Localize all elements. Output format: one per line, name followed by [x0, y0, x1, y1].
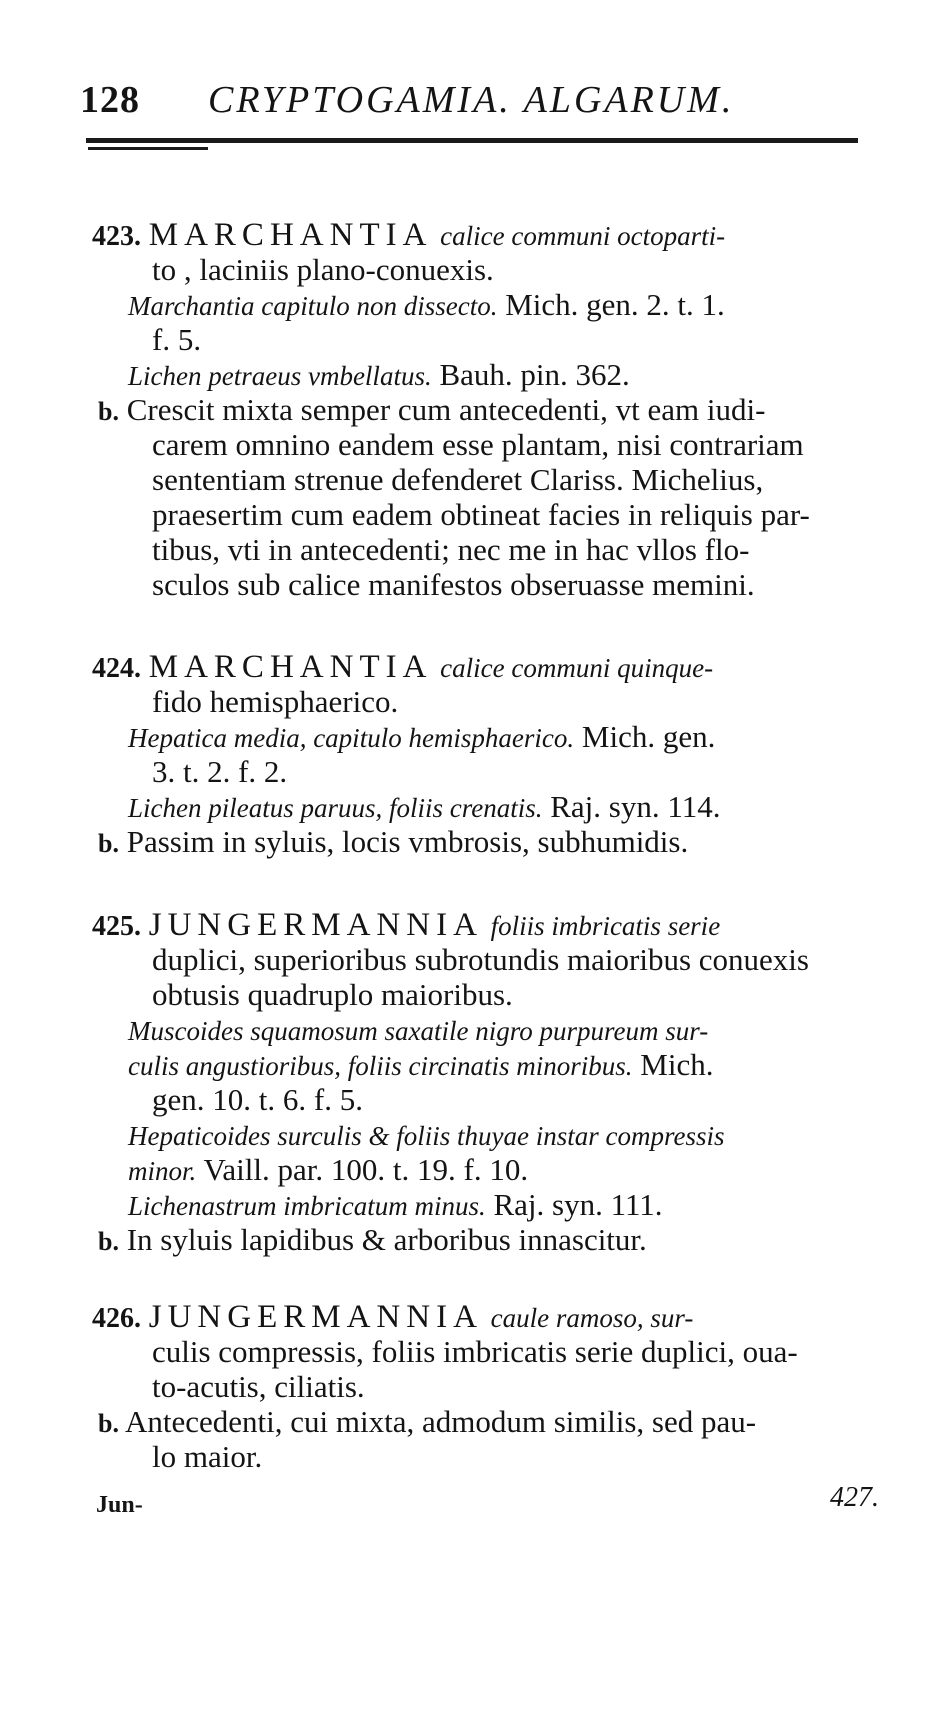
synonym-citation: culis angustioribus, foliis circinatis minoribus.	[128, 1051, 633, 1081]
catchword: Jun-	[96, 1492, 143, 1518]
entry-line	[92, 218, 725, 254]
entry-line	[152, 1335, 798, 1369]
synonym-citation: Muscoides squamosum saxatile nigro purpureum sur-	[128, 1016, 709, 1046]
genus-name: MARCHANTIA	[148, 649, 433, 685]
line-text: In syluis lapidibus & arboribus innascitur.	[126, 1222, 647, 1257]
header-rule	[86, 138, 858, 143]
genus-name: JUNGERMANNIA	[148, 1299, 483, 1335]
entry-line	[128, 358, 630, 393]
line-text: sententiam strenue defenderet Clariss. Michelius,	[152, 462, 764, 497]
line-text: fido hemisphaerico.	[152, 684, 399, 719]
next-entry-number: 427.	[830, 1482, 879, 1513]
entry-number: 423.	[92, 221, 141, 252]
habitat-mark: b.	[98, 397, 119, 426]
habitat-mark: b.	[98, 1409, 119, 1438]
entry-line	[98, 1223, 647, 1259]
line-text: calice communi octoparti-	[440, 221, 726, 251]
habitat-mark: b.	[98, 1227, 119, 1256]
synonym-citation: Marchantia capitulo non dissecto.	[128, 291, 498, 321]
entry-line	[128, 1188, 663, 1223]
genus-name: MARCHANTIA	[148, 217, 433, 253]
entry-line	[152, 755, 287, 789]
entry-line	[128, 288, 725, 323]
entry-number: 424.	[92, 653, 141, 684]
running-title: CRYPTOGAMIA. ALGARUM.	[208, 79, 735, 121]
entry-line	[128, 1048, 713, 1083]
line-text: obtusis quadruplo maioribus.	[152, 977, 513, 1012]
line-text: Passim in syluis, locis vmbrosis, subhumidis.	[126, 824, 689, 859]
entry-line	[152, 1370, 365, 1404]
entry-line	[92, 908, 720, 944]
entry-line	[98, 825, 688, 861]
line-text: Mich. gen.	[581, 719, 716, 754]
entry-line	[152, 428, 804, 462]
entry-line	[128, 720, 715, 755]
synonym-citation: Lichen petraeus vmbellatus.	[128, 361, 432, 391]
line-text: to-acutis, ciliatis.	[152, 1369, 365, 1404]
line-text: Vaill. par. 100. t. 19. f. 10.	[203, 1152, 529, 1187]
line-text: sculos sub calice manifestos obseruasse memini.	[152, 567, 755, 602]
line-text: Antecedenti, cui mixta, admodum similis, sed pau-	[125, 1404, 757, 1439]
synonym-citation: Lichenastrum imbricatum minus.	[128, 1191, 486, 1221]
line-text: foliis imbricatis serie	[490, 911, 721, 941]
line-text: tibus, vti in antecedenti; nec me in hac vllos flo-	[152, 532, 750, 567]
entry-line	[128, 1013, 708, 1048]
line-text: Raj. syn. 114.	[550, 789, 721, 824]
line-text: Mich. gen. 2. t. 1.	[505, 287, 725, 322]
entry-line	[152, 685, 398, 719]
line-text: gen. 10. t. 6. f. 5.	[152, 1082, 363, 1117]
page-header	[80, 78, 860, 121]
synonym-citation: Hepaticoides surculis & foliis thuyae instar compressis	[128, 1121, 725, 1151]
genus-name: JUNGERMANNIA	[148, 907, 483, 943]
entry-line	[98, 393, 765, 429]
entry-number: 425.	[92, 911, 141, 942]
line-text: lo maior.	[152, 1439, 263, 1474]
line-text: 3. t. 2. f. 2.	[152, 754, 288, 789]
entry-line	[152, 323, 201, 357]
entry-line	[92, 1300, 693, 1336]
line-text: praesertim cum eadem obtineat facies in reliquis par-	[152, 497, 810, 532]
entry-line	[128, 1118, 724, 1153]
entry-line	[152, 498, 810, 532]
synonym-citation: Lichen pileatus paruus, foliis crenatis.	[128, 793, 543, 823]
line-text: carem omnino eandem esse plantam, nisi contrariam	[152, 427, 804, 462]
line-text: calice communi quinque-	[440, 653, 714, 683]
entry-line	[152, 253, 494, 287]
entry-line	[152, 978, 513, 1012]
line-text: Crescit mixta semper cum antecedenti, vt eam iudi-	[126, 392, 766, 427]
line-text: Raj. syn. 111.	[493, 1187, 663, 1222]
entry-line	[152, 463, 763, 497]
line-text: Mich.	[640, 1047, 714, 1082]
line-text: Bauh. pin. 362.	[439, 357, 630, 392]
page-number: 128	[80, 79, 140, 121]
entry-line	[152, 943, 809, 977]
entry-line	[152, 533, 749, 567]
entry-number: 426.	[92, 1303, 141, 1334]
entry-line	[92, 650, 713, 686]
habitat-mark: b.	[98, 829, 119, 858]
entry-line	[128, 790, 720, 825]
entry-line	[128, 1153, 528, 1188]
entry-line	[152, 568, 755, 602]
line-text: caule ramoso, sur-	[490, 1303, 694, 1333]
entry-line	[98, 1405, 756, 1441]
header-rule-ornament	[88, 147, 208, 150]
line-text: culis compressis, foliis imbricatis serie duplici, oua-	[152, 1334, 798, 1369]
entry-line	[152, 1083, 363, 1117]
line-text: to , laciniis plano-conuexis.	[152, 252, 494, 287]
synonym-citation: Hepatica media, capitulo hemisphaerico.	[128, 723, 575, 753]
entry-line	[152, 1440, 262, 1474]
line-text: duplici, superioribus subrotundis maioribus conuexis	[152, 942, 809, 977]
line-text: f. 5.	[152, 322, 202, 357]
synonym-citation: minor.	[128, 1156, 197, 1186]
